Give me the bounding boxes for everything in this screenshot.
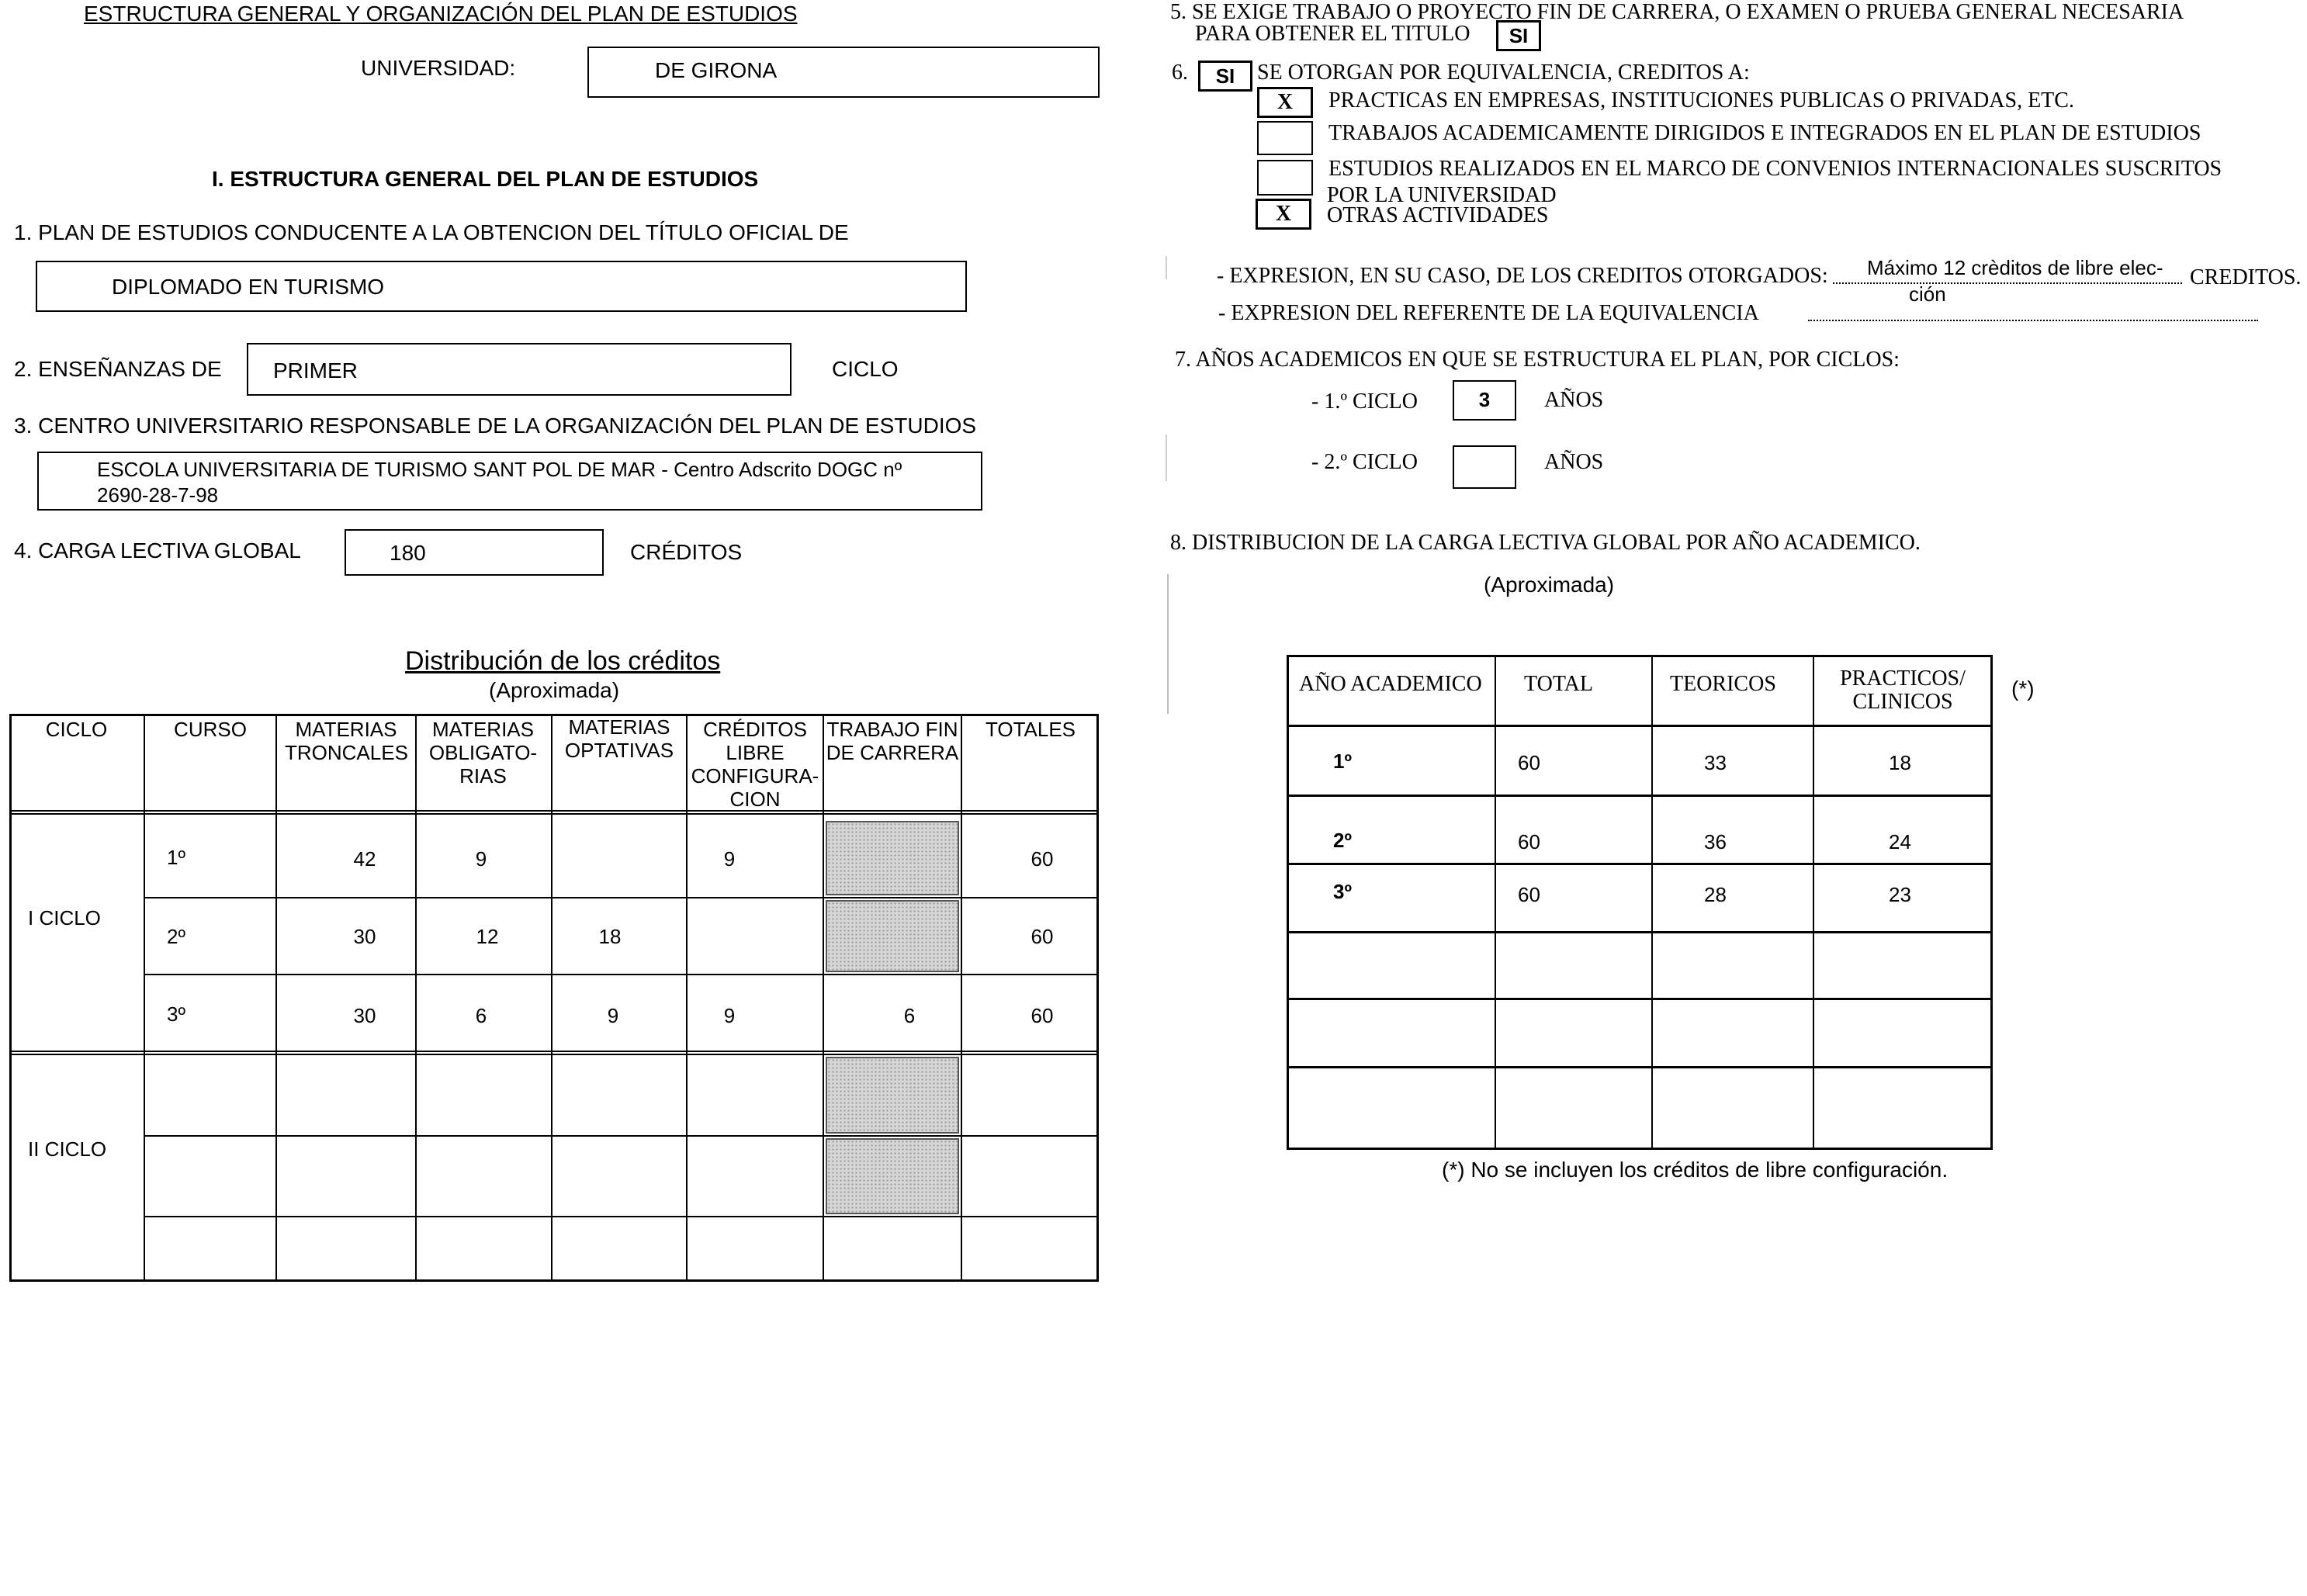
expr2-dotted-line bbox=[1808, 320, 2258, 321]
table-row-divider bbox=[1287, 725, 1993, 727]
table-cell-troncales: 30 bbox=[353, 1004, 376, 1027]
table-header-divider bbox=[9, 810, 1099, 815]
header-ciclo: CICLO bbox=[45, 718, 108, 741]
table-cell-obligatorias: 6 bbox=[475, 1004, 487, 1027]
item8-subtitle: (Aproximada) bbox=[1484, 573, 1615, 597]
table-cell-curso: 2º bbox=[167, 925, 185, 948]
expr1-label: - EXPRESION, EN SU CASO, DE LOS CREDITOS OTORGADOS: bbox=[1217, 264, 1828, 288]
universidad-field bbox=[587, 47, 1100, 98]
table-cell-teoricos: 33 bbox=[1704, 751, 1727, 774]
table-row-divider bbox=[144, 974, 1099, 975]
table-cell-practicos: 18 bbox=[1889, 751, 1911, 774]
ciclo-suffix: CICLO bbox=[832, 357, 899, 381]
titulo-field bbox=[36, 261, 967, 312]
table-cell-obligatorias: 12 bbox=[476, 925, 499, 948]
table-col-divider bbox=[551, 714, 553, 1282]
table-col-divider bbox=[144, 714, 145, 1282]
expr1-value-line2: ción bbox=[1909, 282, 1946, 306]
item5-line1: 5. SE EXIGE TRABAJO O PROYECTO FIN DE CARRERA, O EXAMEN O PRUEBA GENERAL NECESARIA bbox=[1170, 0, 2184, 24]
item4-label: 4. CARGA LECTIVA GLOBAL bbox=[14, 538, 301, 563]
option-label: ESTUDIOS REALIZADOS EN EL MARCO DE CONVENIOS INTERNACIONALES SUSCRITOS bbox=[1328, 157, 2222, 181]
shaded-cell bbox=[826, 1138, 959, 1214]
item5-line2: PARA OBTENER EL TITULO bbox=[1195, 22, 1470, 46]
table-row-divider bbox=[144, 1216, 1099, 1217]
table-row-divider bbox=[1287, 931, 1993, 933]
table-cell-totales: 60 bbox=[1031, 925, 1054, 948]
table-col-divider bbox=[1651, 655, 1653, 1150]
table-row-divider bbox=[1287, 795, 1993, 797]
dist-subtitle: (Aproximada) bbox=[489, 678, 620, 702]
table-cell-obligatorias: 9 bbox=[475, 847, 487, 871]
table-row-divider bbox=[144, 897, 1099, 898]
table-cell-trabajo: 6 bbox=[903, 1004, 916, 1027]
table-cell-curso: 1º bbox=[167, 846, 185, 869]
scan-artifact bbox=[1166, 434, 1167, 481]
expr1-dotted-line bbox=[1833, 282, 2182, 284]
header-curso: CURSO bbox=[174, 718, 247, 741]
shaded-cell bbox=[826, 1057, 959, 1134]
header-teoricos: TEORICOS bbox=[1670, 672, 1776, 696]
table-cell-practicos: 23 bbox=[1889, 883, 1911, 906]
header-ano: AÑO ACADEMICO bbox=[1299, 672, 1482, 696]
carga-field bbox=[345, 529, 604, 576]
table-row-divider bbox=[1287, 863, 1993, 865]
option-label: POR LA UNIVERSIDAD bbox=[1327, 183, 1557, 207]
ensenanzas-field bbox=[247, 343, 792, 396]
table-cell-ano: 2º bbox=[1333, 829, 1352, 852]
table-cell-libre: 9 bbox=[723, 1004, 736, 1027]
scan-artifact bbox=[1167, 574, 1169, 714]
header-practicos: PRACTICOS/ CLINICOS bbox=[1840, 666, 1966, 714]
ciclo2-suffix: AÑOS bbox=[1544, 450, 1604, 474]
item3-label: 3. CENTRO UNIVERSITARIO RESPONSABLE DE LA ORGANIZACIÓN DEL PLAN DE ESTUDIOS bbox=[14, 414, 977, 438]
table-cell-curso: 3º bbox=[167, 1002, 185, 1026]
table-cell-teoricos: 28 bbox=[1704, 883, 1727, 906]
table-col-divider bbox=[823, 714, 824, 1282]
centro-value-line2: 2690-28-7-98 bbox=[97, 483, 219, 507]
shaded-cell bbox=[826, 821, 959, 895]
ciclo2-label: - 2.º CICLO bbox=[1311, 450, 1418, 474]
table-cell-troncales: 30 bbox=[353, 925, 376, 948]
table-cell-optativas: 9 bbox=[607, 1004, 619, 1027]
footnote: (*) No se incluyen los créditos de libre configuración. bbox=[1442, 1158, 1948, 1182]
table-cell-ano: 3º bbox=[1333, 880, 1352, 903]
table-frame bbox=[1287, 655, 1993, 1150]
ciclo1-label: - 1.º CICLO bbox=[1311, 389, 1418, 414]
expr1-suffix: CREDITOS. bbox=[2190, 265, 2302, 289]
option-checkbox bbox=[1257, 121, 1313, 155]
table-cycle-divider bbox=[9, 1051, 1099, 1055]
option-checkbox: X bbox=[1257, 87, 1313, 118]
table-row-divider bbox=[144, 1135, 1099, 1137]
table-cell-practicos: 24 bbox=[1889, 830, 1911, 853]
table-col-divider bbox=[275, 714, 277, 1282]
creditos-suffix: CRÉDITOS bbox=[630, 540, 743, 564]
item8-label: 8. DISTRIBUCION DE LA CARGA LECTIVA GLOBAL POR AÑO ACADEMICO. bbox=[1170, 531, 1921, 555]
table-row-divider bbox=[1287, 998, 1993, 1000]
asterisk-note: (*) bbox=[2011, 677, 2035, 701]
table-cell-optativas: 18 bbox=[598, 925, 622, 948]
centro-value-line1: ESCOLA UNIVERSITARIA DE TURISMO SANT POL DE MAR - Centro Adscrito DOGC nº bbox=[97, 458, 902, 481]
carga-value: 180 bbox=[390, 541, 426, 565]
table-cell-teoricos: 36 bbox=[1704, 830, 1727, 853]
universidad-value: DE GIRONA bbox=[655, 58, 778, 82]
table-col-divider bbox=[415, 714, 417, 1282]
item2-label: 2. ENSEÑANZAS DE bbox=[14, 357, 222, 381]
item5-value-box: SI bbox=[1496, 20, 1541, 51]
centro-field bbox=[37, 452, 982, 511]
option-label: TRABAJOS ACADEMICAMENTE DIRIGIDOS E INTEGRADOS EN EL PLAN DE ESTUDIOS bbox=[1328, 121, 2201, 145]
universidad-label: UNIVERSIDAD: bbox=[361, 56, 516, 80]
expr2-label: - EXPRESION DEL REFERENTE DE LA EQUIVALENCIA bbox=[1218, 301, 1759, 325]
scan-artifact bbox=[1166, 256, 1167, 279]
ciclo2-value-box bbox=[1453, 445, 1516, 489]
header-title: ESTRUCTURA GENERAL Y ORGANIZACIÓN DEL PLAN DE ESTUDIOS bbox=[84, 2, 798, 26]
ensenanzas-value: PRIMER bbox=[273, 358, 358, 383]
ciclo-ii-label: II CICLO bbox=[28, 1137, 107, 1161]
header-obligatorias: MATERIAS OBLIGATO- RIAS bbox=[428, 718, 538, 788]
header-troncales: MATERIAS TRONCALES bbox=[285, 718, 408, 764]
shaded-cell bbox=[826, 900, 959, 972]
ciclo-i-label: I CICLO bbox=[28, 906, 101, 930]
table-cell-total: 60 bbox=[1518, 751, 1540, 774]
table-cell-troncales: 42 bbox=[353, 847, 376, 871]
item6-number: 6. bbox=[1172, 61, 1188, 85]
header-trabajo: TRABAJO FIN DE CARRERA bbox=[826, 718, 959, 764]
table-cell-total: 60 bbox=[1518, 883, 1540, 906]
dist-title: Distribución de los créditos bbox=[405, 646, 721, 676]
table-cell-totales: 60 bbox=[1031, 847, 1054, 871]
item6-label: SE OTORGAN POR EQUIVALENCIA, CREDITOS A: bbox=[1257, 61, 1750, 85]
header-totales: TOTALES bbox=[985, 718, 1076, 741]
option-checkbox: X bbox=[1256, 199, 1311, 230]
table-col-divider bbox=[1813, 655, 1814, 1150]
header-libre: CRÉDITOS LIBRE CONFIGURA- CION bbox=[691, 718, 819, 811]
ciclo1-suffix: AÑOS bbox=[1544, 388, 1604, 412]
table-col-divider bbox=[1495, 655, 1496, 1150]
option-checkbox bbox=[1257, 160, 1313, 196]
table-cell-libre: 9 bbox=[723, 847, 736, 871]
option-label: PRACTICAS EN EMPRESAS, INSTITUCIONES PUBLICAS O PRIVADAS, ETC. bbox=[1328, 88, 2074, 113]
item6-value-box: SI bbox=[1198, 61, 1252, 92]
header-total: TOTAL bbox=[1524, 672, 1594, 696]
item1-label: 1. PLAN DE ESTUDIOS CONDUCENTE A LA OBTENCION DEL TÍTULO OFICIAL DE bbox=[14, 220, 849, 244]
ciclo1-value-box: 3 bbox=[1453, 380, 1516, 421]
table-cell-ano: 1º bbox=[1333, 750, 1352, 773]
table-cell-totales: 60 bbox=[1031, 1004, 1054, 1027]
table-col-divider bbox=[961, 714, 962, 1282]
option-label: OTRAS ACTIVIDADES bbox=[1327, 203, 1549, 227]
header-optativas: MATERIAS OPTATIVAS bbox=[564, 715, 674, 762]
section-title: I. ESTRUCTURA GENERAL DEL PLAN DE ESTUDIOS bbox=[212, 167, 759, 191]
table-cell-total: 60 bbox=[1518, 830, 1540, 853]
table-row-divider bbox=[1287, 1066, 1993, 1068]
expr1-value-line1: Máximo 12 crèditos de libre elec- bbox=[1867, 256, 2163, 279]
titulo-value: DIPLOMADO EN TURISMO bbox=[112, 275, 385, 299]
item7-label: 7. AÑOS ACADEMICOS EN QUE SE ESTRUCTURA EL PLAN, POR CICLOS: bbox=[1175, 348, 1900, 372]
